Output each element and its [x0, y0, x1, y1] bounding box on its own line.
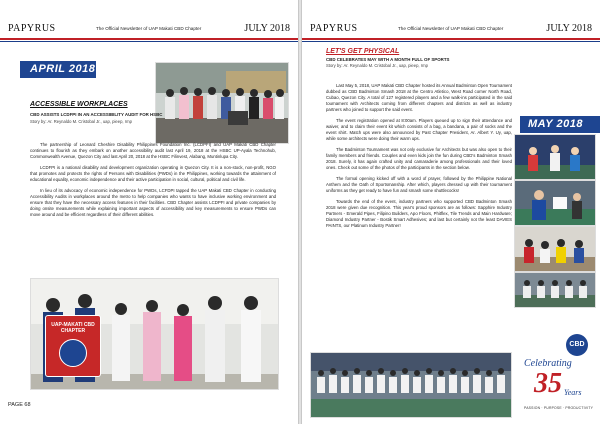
article-byline: Story by: Ar. Reynaldo M. Cristobal Jr., uap, pieep, rmp	[30, 119, 132, 124]
brand-name: PAPYRUS	[8, 23, 56, 34]
badminton-photo-2	[514, 180, 596, 226]
header-rule-blue	[302, 41, 600, 42]
paragraph: The Badminton Tournament was not only exclusive for Architects but was also open to their family members and friends. Couples and even kids join the fun during CBD's Badminton Smash 2018. Surely, it has again crafted unity and camaraderie among professionals and their loved ones. Check out some of the photos of the participants in the section below.	[326, 147, 512, 170]
paragraph: In lieu of its advocacy of economic independence for PWDs, LCFDPI tapped the UAP Makati CBD Chapter in conducting Accessibility Audits in workplaces around the metro to help companies who wants to have inclusive working environment and ensure that they have the necessary access features in their facilities. CBD Chapter assists LCDPFI and private companies by doing onsite measurements while explaining important aspects of accessibility and key measurements to ensure PWDs can move around and be efficient regardless of their different abilities.	[30, 188, 276, 217]
article-subtitle: CBD ASSISTS LCDFPI IN AN ACCESSIBILITY AUDIT FOR HSBC	[30, 112, 163, 117]
cbd-logo-icon: CBD	[566, 334, 588, 356]
article-title: ACCESSIBLE WORKPLACES	[30, 101, 128, 108]
header-rule-blue	[0, 41, 298, 42]
paragraph: LCDFPI is a national disability and development organization operating in Quezon City. It is a non-stock, non-profit, NGO that promotes and protects the rights of Persons with Disabilities (PWDs) in the Philippines, working towards the attainment of educational equality, economic independence and their active participation in social, cultural, political and civil life.	[30, 165, 276, 182]
chapter-banner-line: CHAPTER	[60, 328, 86, 334]
chapter-banner	[45, 315, 101, 377]
paragraph: The partnership of Leonard Cheshire Disability Philippines Foundation Inc. (LCDPFI) and UAP Makati CBD Chapter continues to flourish as they embark on another accessibility audit last April 19, 2018 at the HSBC UP-Ayala Technohub, Commonwealth Avenue, Quezon City and last April 20, 2018 at the HSBC Filinvest, Alabang, Muntinlupa City.	[30, 142, 276, 159]
newsletter-tagline: The Official Newsletter of UAP Makati CBD Chapter	[96, 26, 202, 31]
month-banner	[20, 61, 96, 78]
page-number: PAGE 68	[8, 402, 31, 408]
cbd-35-years-logo	[524, 334, 596, 418]
issue-date: JULY 2018	[546, 23, 592, 34]
badminton-group-photo	[310, 352, 512, 418]
left-page	[0, 0, 298, 424]
issue-date: JULY 2018	[244, 23, 290, 34]
paragraph: The formal opening kicked off with a word of prayer, followed by the Philippine National Anthem and the Oath of Sportsmanship. After which, players dressed up with their tournament uniforms as they get ready to have fun and smash some shuttlecocks!	[326, 176, 512, 193]
brand-name: PAPYRUS	[310, 23, 358, 34]
group-photo-bottom	[30, 278, 279, 390]
badminton-photo-3	[514, 226, 596, 272]
uap-seal-icon	[59, 339, 87, 367]
paragraph: Last May 5, 2018, UAP Makati CBD Chapter hosted its Annual Badminton Open Tournament dubbed as CBD Badminton Smash 2018 at the Centro Atletico, West Road corner North Road, Cubao, Quezon City. A total of 127 registered players and a few walk-ins participated in the said tournament with Architects coming from different chapters and districts as well as industry partners who joined to support the said event.	[326, 83, 512, 112]
group-photo-top	[155, 62, 289, 144]
article-subtitle: CBD CELEBRATES MAY WITH A MONTH FULL OF SPORTS	[326, 57, 450, 62]
logo-script: Celebrating	[524, 358, 572, 369]
chapter-banner-line: UAP-MAKATI CBD	[51, 322, 95, 328]
right-page	[302, 0, 600, 424]
badminton-photo-1	[514, 134, 596, 180]
header-rule	[302, 38, 600, 40]
month-banner-text: APRIL 2018	[30, 63, 96, 75]
month-banner	[520, 116, 600, 133]
month-banner-text: MAY 2018	[528, 118, 583, 130]
article-body	[30, 142, 276, 223]
paragraph: The event registration opened at 8:00am. Players queued up to sign their attendance and waiver, and to claim their event kit which consists of a bag, a bandana, a pair of socks and the event shirt. Match ups were also announced by Past Chapter President, Ar. Albert Y. Uy, uap, while some architects were doing their warm ups.	[326, 118, 512, 141]
newsletter-tagline: The Official Newsletter of UAP Makati CBD Chapter	[398, 26, 504, 31]
article-byline: Story by: Ar. Reynaldo M. Cristobal Jr., uap, pieep, rmp	[326, 63, 428, 68]
article-body	[326, 83, 512, 234]
left-header	[0, 18, 298, 40]
article-title: LET'S GET PHYSICAL	[326, 48, 400, 55]
logo-years-label: Years	[564, 388, 582, 397]
paragraph: Towards the end of the event, industry partners who supported CBD Badminton Smash 2018 were given due recognition. This year's proud sponsors are as follows: Sapphire Industry Partners - Emerald Pipes, Filipino Builders, Apo Floors, Phitflex, Tile Trends and Main Hardware; Diamond Industry Partner - Bostik Smart Adhesives; and last but certainly not the least DAVIES PAINTS, our Platinum Industry Partner!	[326, 199, 512, 228]
right-header	[302, 18, 600, 40]
logo-years-number: 35	[534, 368, 562, 399]
logo-tagline: PASSION · PURPOSE · PRODUCTIVITY	[524, 406, 594, 410]
header-rule	[0, 38, 298, 40]
badminton-photo-4	[514, 272, 596, 308]
